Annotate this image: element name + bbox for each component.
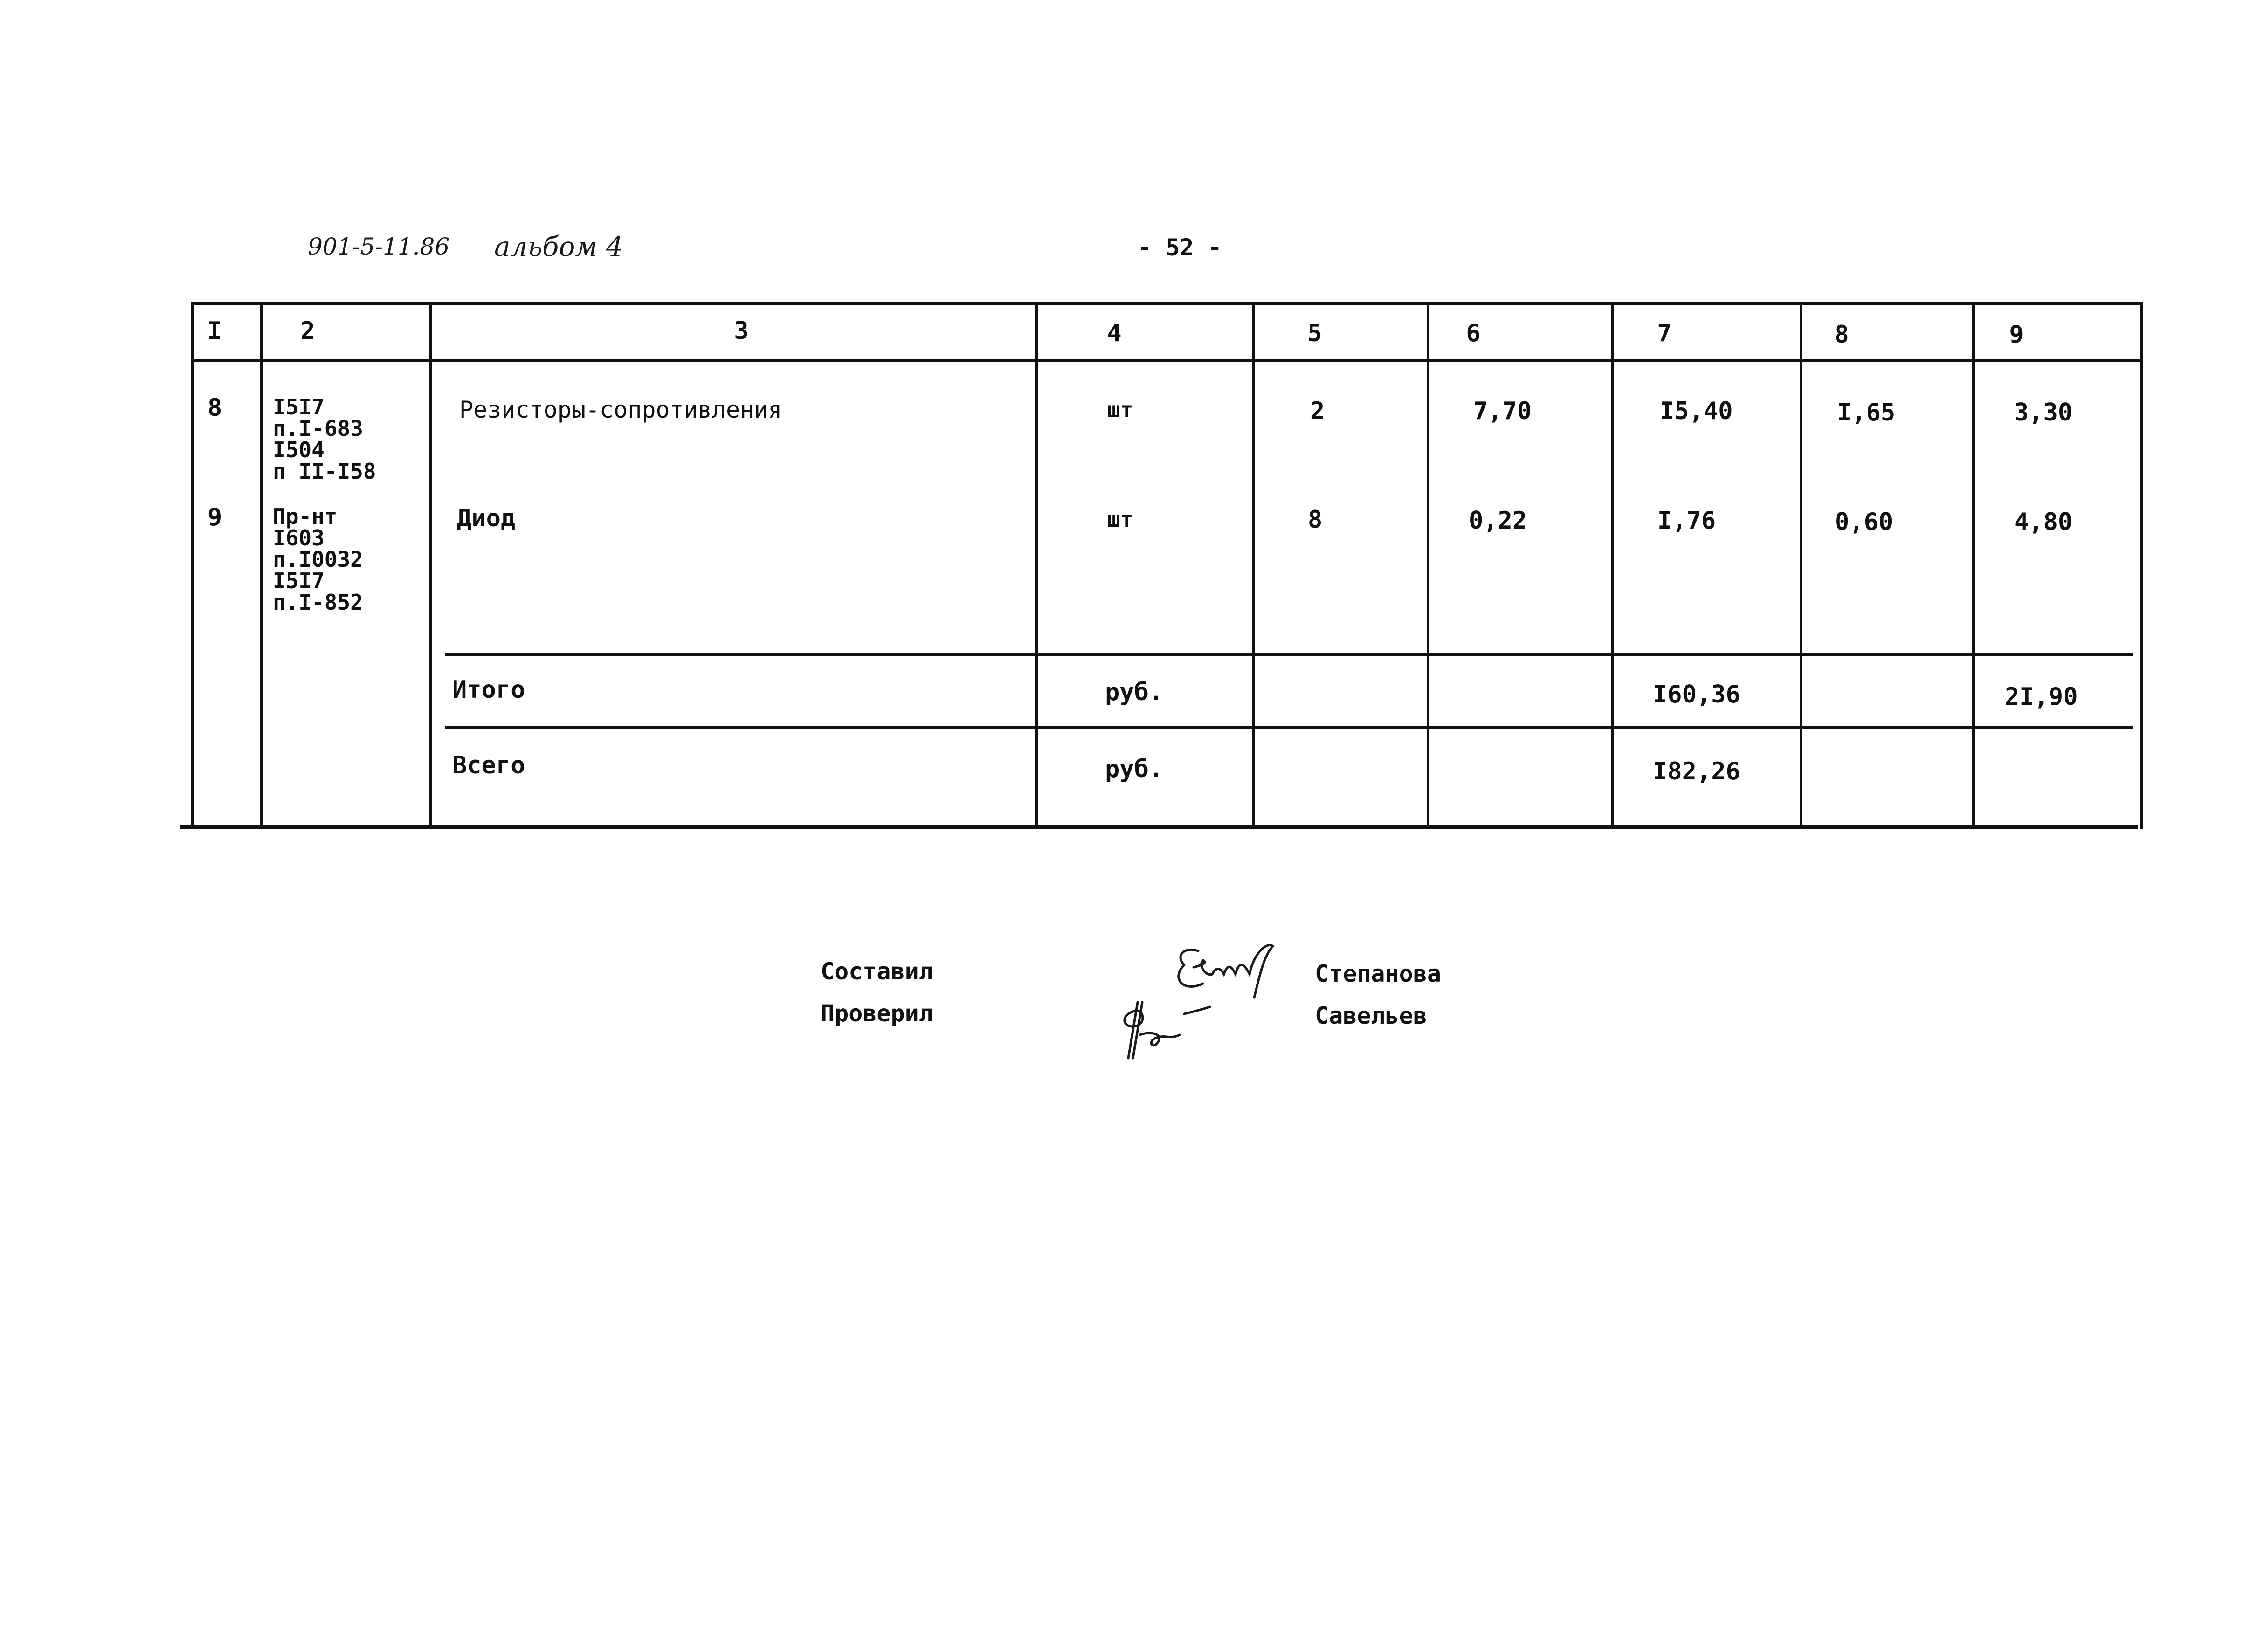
document-code-stamp: 901-5-11.86 — [308, 233, 450, 260]
install-total: 3,30 — [2014, 399, 2073, 427]
col-divider-6 — [1611, 302, 1614, 827]
unit: шт — [1107, 507, 1133, 532]
grand-total-unit: руб. — [1105, 755, 1164, 783]
subtotal-label: Итого — [452, 676, 525, 704]
header-col-6: 6 — [1466, 319, 1481, 347]
install-total: 4,80 — [2014, 508, 2073, 536]
catalog-code: п.I-852 — [273, 590, 363, 615]
subtotal-divider — [445, 653, 2133, 656]
col-divider-3 — [1035, 302, 1038, 827]
install-unit-price: 0,60 — [1835, 508, 1893, 536]
quantity: 8 — [1308, 506, 1323, 534]
item-name: Диод — [457, 504, 516, 532]
table-top-border — [191, 302, 2142, 305]
subtotal-install-total: 2I,90 — [2005, 683, 2078, 711]
unit-price: 0,22 — [1469, 507, 1527, 535]
composed-by-label: Составил — [821, 958, 933, 985]
catalog-code: Пр-нт — [273, 504, 338, 529]
header-col-3: 3 — [734, 317, 749, 345]
total-price: I,76 — [1657, 507, 1716, 535]
quantity: 2 — [1310, 397, 1325, 425]
col-divider-2 — [429, 302, 432, 827]
row-number: 8 — [207, 394, 222, 422]
checker-signature — [1105, 993, 1226, 1063]
subtotal-unit: руб. — [1105, 678, 1164, 706]
col-divider-8 — [1972, 302, 1975, 827]
item-name: Резисторы-сопротивления — [459, 396, 782, 423]
grand-total-label: Всего — [452, 751, 525, 779]
catalog-codes — [273, 396, 376, 482]
install-unit-price: I,65 — [1837, 399, 1896, 427]
header-col-8: 8 — [1834, 321, 1849, 349]
total-price: I5,40 — [1660, 397, 1733, 425]
catalog-code: I603 — [273, 525, 325, 551]
catalog-codes — [273, 506, 363, 613]
catalog-code: п.I0032 — [273, 547, 363, 572]
header-col-7: 7 — [1657, 319, 1672, 347]
col-divider-9 — [2140, 302, 2143, 829]
header-col-2: 2 — [300, 317, 315, 345]
col-divider-0 — [191, 302, 194, 827]
checker-name: Савельев — [1315, 1002, 1427, 1029]
header-col-1: I — [207, 317, 222, 345]
row-number: 9 — [207, 503, 222, 531]
grand-total-total: I82,26 — [1653, 757, 1740, 785]
composer-name: Степанова — [1315, 960, 1441, 987]
col-divider-5 — [1427, 302, 1429, 827]
header-col-4: 4 — [1107, 319, 1122, 347]
page-number: - 52 - — [1138, 234, 1222, 261]
header-col-9: 9 — [2009, 321, 2024, 349]
total-divider — [445, 726, 2133, 729]
catalog-code: I5I7 — [273, 394, 325, 420]
col-divider-1 — [260, 302, 263, 827]
catalog-code: I5I7 — [273, 568, 325, 593]
catalog-code: I504 — [273, 437, 325, 462]
table-bottom-border — [180, 825, 2138, 829]
unit-price: 7,70 — [1473, 397, 1532, 425]
catalog-code: п.I-683 — [273, 416, 363, 441]
header-col-5: 5 — [1307, 319, 1322, 347]
header-divider — [191, 359, 2142, 362]
catalog-code: п II-I58 — [273, 459, 376, 484]
checked-by-label: Проверил — [821, 1000, 933, 1027]
album-label: альбом 4 — [494, 231, 623, 262]
subtotal-total: I60,36 — [1653, 681, 1740, 709]
unit: шт — [1107, 397, 1133, 422]
col-divider-4 — [1252, 302, 1255, 827]
col-divider-7 — [1800, 302, 1802, 827]
